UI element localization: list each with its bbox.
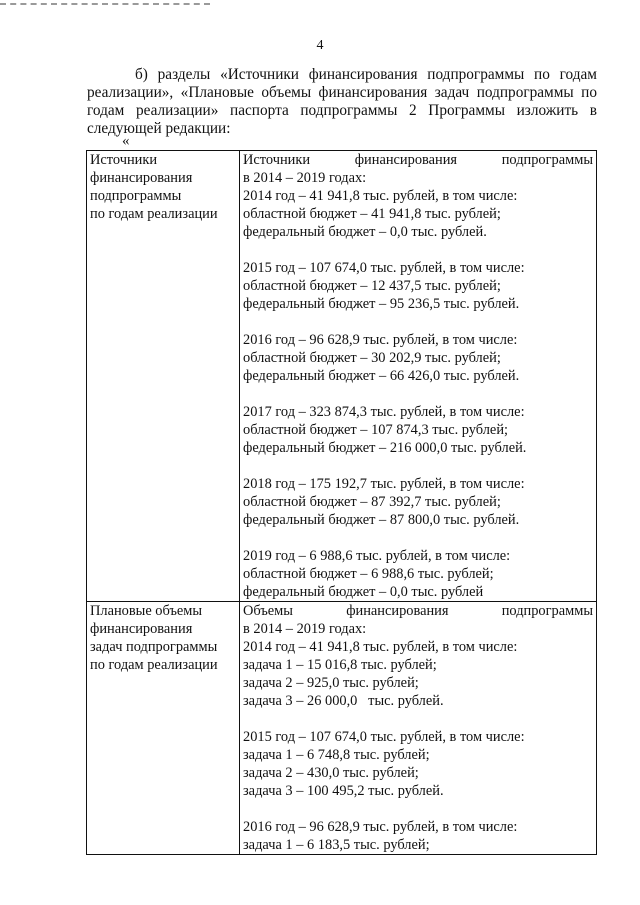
- budget-line: областной бюджет – 6 988,6 тыс. рублей;: [243, 566, 494, 582]
- passport-table: [86, 150, 597, 855]
- task-line: задача 3 – 100 495,2 тыс. рублей.: [243, 783, 444, 799]
- table-row-planned-volumes: [87, 602, 597, 855]
- scan-top-dashed-line: [0, 3, 210, 7]
- row-label-line: подпрограммы: [90, 188, 182, 204]
- row-content-cell: [240, 151, 597, 602]
- spacer: [243, 313, 593, 331]
- row-label-cell: [87, 602, 240, 855]
- task-line: задача 2 – 430,0 тыс. рублей;: [243, 765, 419, 781]
- budget-line: федеральный бюджет – 216 000,0 тыс. рублей.: [243, 440, 527, 456]
- budget-line: федеральный бюджет – 95 236,5 тыс. рублей.: [243, 296, 520, 312]
- budget-line: федеральный бюджет – 66 426,0 тыс. рублей.: [243, 368, 520, 384]
- task-line: задача 1 – 6 183,5 тыс. рублей;: [243, 837, 430, 853]
- cell-heading-period: в 2014 – 2019 годах:: [243, 170, 367, 186]
- table-row-sources: [87, 151, 597, 602]
- cell-heading: Объемы финансирования подпрограммы: [243, 603, 593, 619]
- budget-line: областной бюджет – 87 392,7 тыс. рублей;: [243, 494, 501, 510]
- row-label-line: финансирования: [90, 170, 193, 186]
- budget-line: областной бюджет – 41 941,8 тыс. рублей;: [243, 206, 501, 222]
- budget-line: областной бюджет – 107 874,3 тыс. рублей;: [243, 422, 509, 438]
- intro-paragraph: [87, 66, 597, 138]
- task-line: задача 1 – 6 748,8 тыс. рублей;: [243, 747, 430, 763]
- opening-quote-mark: «: [122, 133, 130, 149]
- cell-heading: Источники финансирования подпрограммы: [243, 152, 593, 168]
- budget-line: федеральный бюджет – 87 800,0 тыс. рублей.: [243, 512, 520, 528]
- task-line: задача 2 – 925,0 тыс. рублей;: [243, 675, 419, 691]
- row-label-line: финансирования: [90, 621, 193, 637]
- year-line: 2017 год – 323 874,3 тыс. рублей, в том числе:: [243, 404, 525, 420]
- row-content-cell: [240, 602, 597, 855]
- row-label-line: по годам реализации: [90, 657, 218, 673]
- year-line: 2019 год – 6 988,6 тыс. рублей, в том числе:: [243, 548, 511, 564]
- budget-line: федеральный бюджет – 0,0 тыс. рублей.: [243, 224, 487, 240]
- year-line: 2015 год – 107 674,0 тыс. рублей, в том числе:: [243, 260, 525, 276]
- page-number: 4: [316, 38, 324, 53]
- spacer: [243, 529, 593, 547]
- year-line: 2014 год – 41 941,8 тыс. рублей, в том числе:: [243, 188, 518, 204]
- row-label-line: по годам реализации: [90, 206, 218, 222]
- budget-line: областной бюджет – 30 202,9 тыс. рублей;: [243, 350, 501, 366]
- budget-line: областной бюджет – 12 437,5 тыс. рублей;: [243, 278, 501, 294]
- budget-line: федеральный бюджет – 0,0 тыс. рублей: [243, 584, 484, 600]
- row-label-cell: [87, 151, 240, 602]
- task-line: задача 3 – 26 000,0 тыс. рублей.: [243, 693, 444, 709]
- row-label-line: задач подпрограммы: [90, 639, 218, 655]
- year-line: 2015 год – 107 674,0 тыс. рублей, в том числе:: [243, 729, 525, 745]
- intro-text: б) разделы «Источники финансирования подпрограммы по годам реализации», «Плановые объемы финансирования задач подпрограммы по годам реализации» паспорта подпрограммы 2 Программы изложить в следующей редакции:: [87, 66, 597, 137]
- year-line: 2018 год – 175 192,7 тыс. рублей, в том числе:: [243, 476, 525, 492]
- year-line: 2014 год – 41 941,8 тыс. рублей, в том числе:: [243, 639, 518, 655]
- row-label-line: Источники: [90, 152, 158, 168]
- year-line: 2016 год – 96 628,9 тыс. рублей, в том числе:: [243, 819, 518, 835]
- spacer: [243, 710, 593, 728]
- year-line: 2016 год – 96 628,9 тыс. рублей, в том числе:: [243, 332, 518, 348]
- spacer: [243, 241, 593, 259]
- spacer: [243, 457, 593, 475]
- cell-heading-period: в 2014 – 2019 годах:: [243, 621, 367, 637]
- spacer: [243, 385, 593, 403]
- spacer: [243, 800, 593, 818]
- task-line: задача 1 – 15 016,8 тыс. рублей;: [243, 657, 437, 673]
- row-label-line: Плановые объемы: [90, 603, 203, 619]
